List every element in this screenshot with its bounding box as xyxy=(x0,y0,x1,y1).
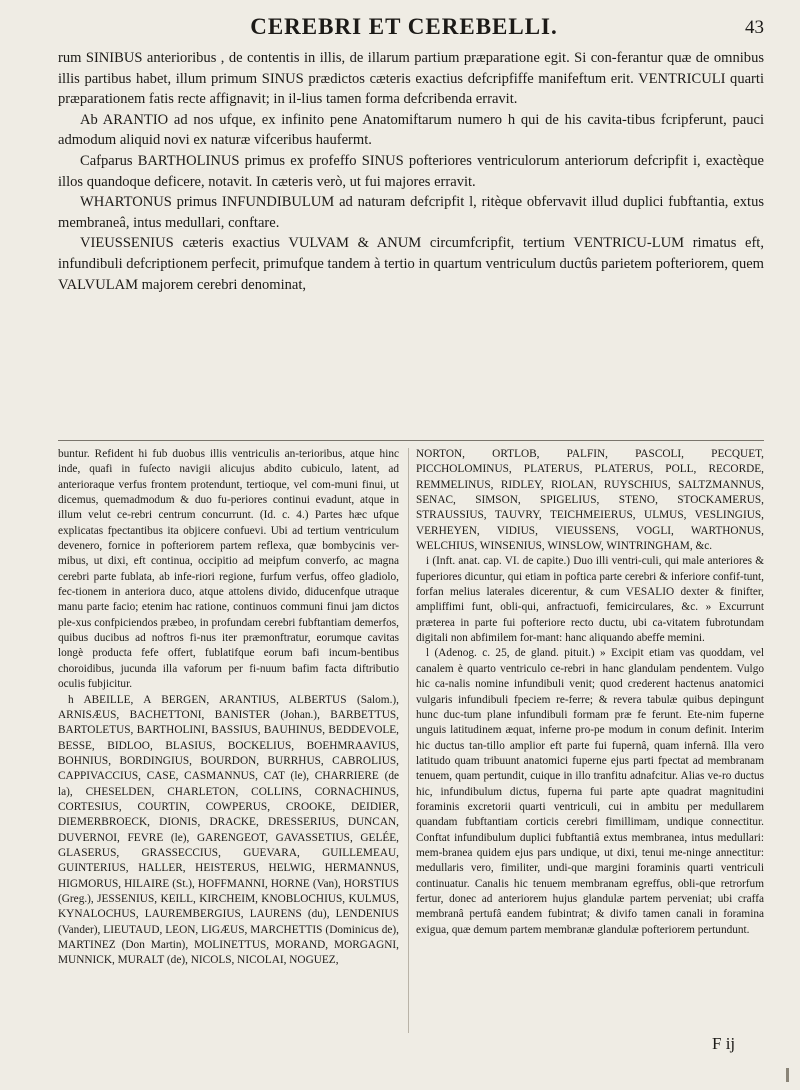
footnote-separator xyxy=(58,440,764,441)
footnotes-right-column xyxy=(416,447,764,938)
signature-mark: F ij xyxy=(712,1034,736,1053)
main-paragraph: Ab ARANTIO ad nos ufque, ex infinito pene Anatomiftarum numero h qui de his cavita-tibus fcripferunt, pauci admodum aliquid novi ex naturæ vifceribus haufermt. xyxy=(58,111,764,149)
page-number: 43 xyxy=(745,17,764,38)
footnote-i: i (Inft. anat. cap. VI. de capite.) Duo illi ventri-culi, qui male anteriores & fuperiores dicuntur, qui etiam in poftica parte cerebri & inferiore confif-tunt, forfan melius laterales dicerentur, & cum VESALIO dexter & finifter, ampliffimi funt, obli-qui, anfractuofi, femicirculares, &c. » Excurrunt præterea in parte fui pofteriore recto ductu, ubi ca-vitatem fubrotundam digitali non abfimilem for-mant: hanc aliquando abeffe memini. xyxy=(416,555,764,645)
footnotes-left-column xyxy=(58,447,399,969)
running-title: CEREBRI ET CEREBELLI. xyxy=(250,14,558,39)
footnote-author-list-continued: NORTON, ORTLOB, PALFIN, PASCOLI, PECQUET, PICCHOLOMINUS, PLATERUS, PLATERUS, POLL, RECORDE, REMMELINUS, RIDLEY, RIOLAN, RUYSCHIUS, SALTZMANNUS, SENAC, SIMSON, SPIGELIUS, STENO, STOCKAMERUS, STRAUSSIUS, TAUVRY, TEICHMEIERUS, ULMUS, VESLINGIUS, VERHEYEN, VIDIUS, VIEUSSENS, VOGLI, WARTHONUS, WELCHIUS, WINSENIUS, WINSLOW, WINTRINGHAM, &c. xyxy=(416,448,764,553)
column-divider xyxy=(408,448,409,1033)
main-paragraph: Cafparus BARTHOLINUS primus ex profeffo SINUS pofteriores ventriculorum anteriorum defcripfit i, exactèque illos quandoque deficere, notavit. In cæteris verò, ut fui majores erravit. xyxy=(58,152,764,190)
footnote-paragraph: buntur. Refident hi fub duobus illis ventriculis an-terioribus, atque hinc inde, quafi in fuſecto navigii alicujus abdito cubiculo, latent, ad anterioraque verfus frontem protendunt, tertioque, vel com-muni finui, ut dicemus, quemadmodum & duo fu-periores continui evadunt, atque in illum velut ce-rebri centrum concurrunt. (Id. c. 4.) Partes hæc ufque explicatas fpectantibus ita objicere confuevi. Ubi ad tertium ventriculum devenero, fornice in pofteriorem partem reflexa, quæ bombycinis ver-mibus, ut dixi, eft continua, occipitio ad meipfum converfo, ac magna cerebri parte fublata, ab infe-riori regione, furfum verfus, offeo gladiolo, fec-tionem in anteriora duco, atque attolens divido, diducenfque utraque manu parte facio; etenim hac ratione, continuos communi finui jam dictos ple-xus confpiciendos præbeo, in profundam cerebri fubftantiam demerfos, quibus ducibus ad noftros fi-nus iter præmonftratur, eorumque cavitas longè producta fefe offert, fublatifque eorum bafi incum-bentibus choroidibus, jucunda illa vaforum per fi-nuum bafim facta diftributio oculis fubjicitur. xyxy=(58,448,399,691)
page-edge-mark xyxy=(786,1068,789,1082)
footnote-author-list: h ABEILLE, A BERGEN, ARANTIUS, ALBERTUS (Salom.), ARNISÆUS, BACHETTONI, BANISTER (Johan.), BARBETTUS, BARTOLETUS, BARTHOLINI, BASSIUS, BAUHINUS, BEDDEVOLE, BESSE, BIDLOO, BLASIUS, BOCKELIUS, BOEHMRAAVIUS, BOHNIUS, BORDINGIUS, BOURDON, BURRHUS, CABROLIUS, CAPPIVACCIUS, CASE, CASMANNUS, CAT (le), CHARRIERE (de la), CHESELDEN, CHARLETON, COLLINS, CORNACHINUS, CORTESIUS, COURTIN, COWPERUS, CROOKE, DEIDIER, DIEMERBROECK, DIONIS, DRACKE, DRESSERIUS, DUNCAN, DUVERNOI, FEVRE (le), GARENGEOT, GAVASSETIUS, GELÉE, GLASERUS, GRASSECCIUS, GUEVARA, GUILLEMEAU, GUINTERIUS, HALLER, HEISTERUS, HELWIG, HERMANNUS, HIGMORUS, HILAIRE (St.), HOFFMANNI, HORNE (Van), HORSTIUS (Greg.), JESSENIUS, KEILL, KIRCHEIM, KNOBLOCHIUS, KULMUS, KYNALOCHUS, LAUREMBERGIUS, LAURENS (du), LENDENIUS (Vander), LIEUTAUD, LEON, LIGÆUS, MARCHETTIS (Dominicus de), MARTINEZ (Don Martin), MOLINETTUS, MORAND, MORGAGNI, MUNNICK, MURALT (de), NICOLS, NICOLAI, NOGUEZ, xyxy=(58,693,399,967)
main-paragraph: WHARTONUS primus INFUNDIBULUM ad naturam defcripfit l, ritèque obfervavit illud duplici fubftantia, extus membraneâ, intus medullari, conftare. xyxy=(58,194,764,231)
main-text-block xyxy=(58,48,764,295)
footnote-l: l (Adenog. c. 25, de gland. pituit.) » Excipit etiam vas quoddam, vel canalem è quarto ventriculo ce-rebri in hanc glandulam pendentem. Vulgo hic ca-nalis nomine infundibuli venit; quod crederent hactenus anatomici vulgaris infundibuli fpeciem re-ferre; & revera tabulæ quibus depingunt hunc duc-tum plane infundibuli formam præ fe ferunt. Ete-nim fuperne unguis latitudinem æquat, inferne pro-pe modum in conum definit. Interim hic ductus tan-tillo amplior eft parte fui fupernâ, quam infernâ. Illa vero latitudo quam tribuunt anatomici fuperne ejus parti fpectat ad membranam tenuem, quam pertundit, cuique in illo tranfitu adnafcitur. Alias ve-ro ductus hic, infundibulum dictus, fuperna fui parte apte quadrat magnitudini foraminis excretorii quarti ventriculi, cui in ambitu per medullarem quandam fubftantiam corticis cerebri fimillimam, undique connectitur. Conftat infundibulum duplici fubftantiâ extus membranea, intus medullari: mem-branea quidem ejus pars undique, ut dixi, tenui me-ninge annectitur: medullaris vero, fimiliter, undi-que margini foraminis quarti ventriculi continuatur. Canalis hic tenuem membranam egreffus, obli-que retrorfum fertur, donec ad anteriorem hujus glandulæ partem perveniat; ubi craffa membranâ pertufâ eandem fubintrat; & divifo tamen canali in foramina exigua, quæ demum partem membranæ glandulæ pofteriorem pertundunt. xyxy=(416,647,764,936)
main-paragraph: rum SINIBUS anterioribus , de contentis in illis, de illarum partium præparatione egit. Si con-ferantur quæ de omnibus illis partibus habet, illum primum SINUS prædictos cæteris exactius defcripfiffe manifeftum erit. VENTRICULI quarti præparationem fatis recte affignavit; in il-lius tamen forma defcribenda erravit. xyxy=(58,50,764,108)
main-paragraph: VIEUSSENIUS cæteris exactius VULVAM & ANUM circumfcripfit, tertium VENTRICU-LUM rimatus eft, infundibuli defcriptionem perfecit, primufque tandem à tertio in quartum ventriculum ductûs parietem pofteriorem, quem VALVULAM majorem cerebri denominat, xyxy=(58,235,764,293)
page-header xyxy=(64,14,764,44)
